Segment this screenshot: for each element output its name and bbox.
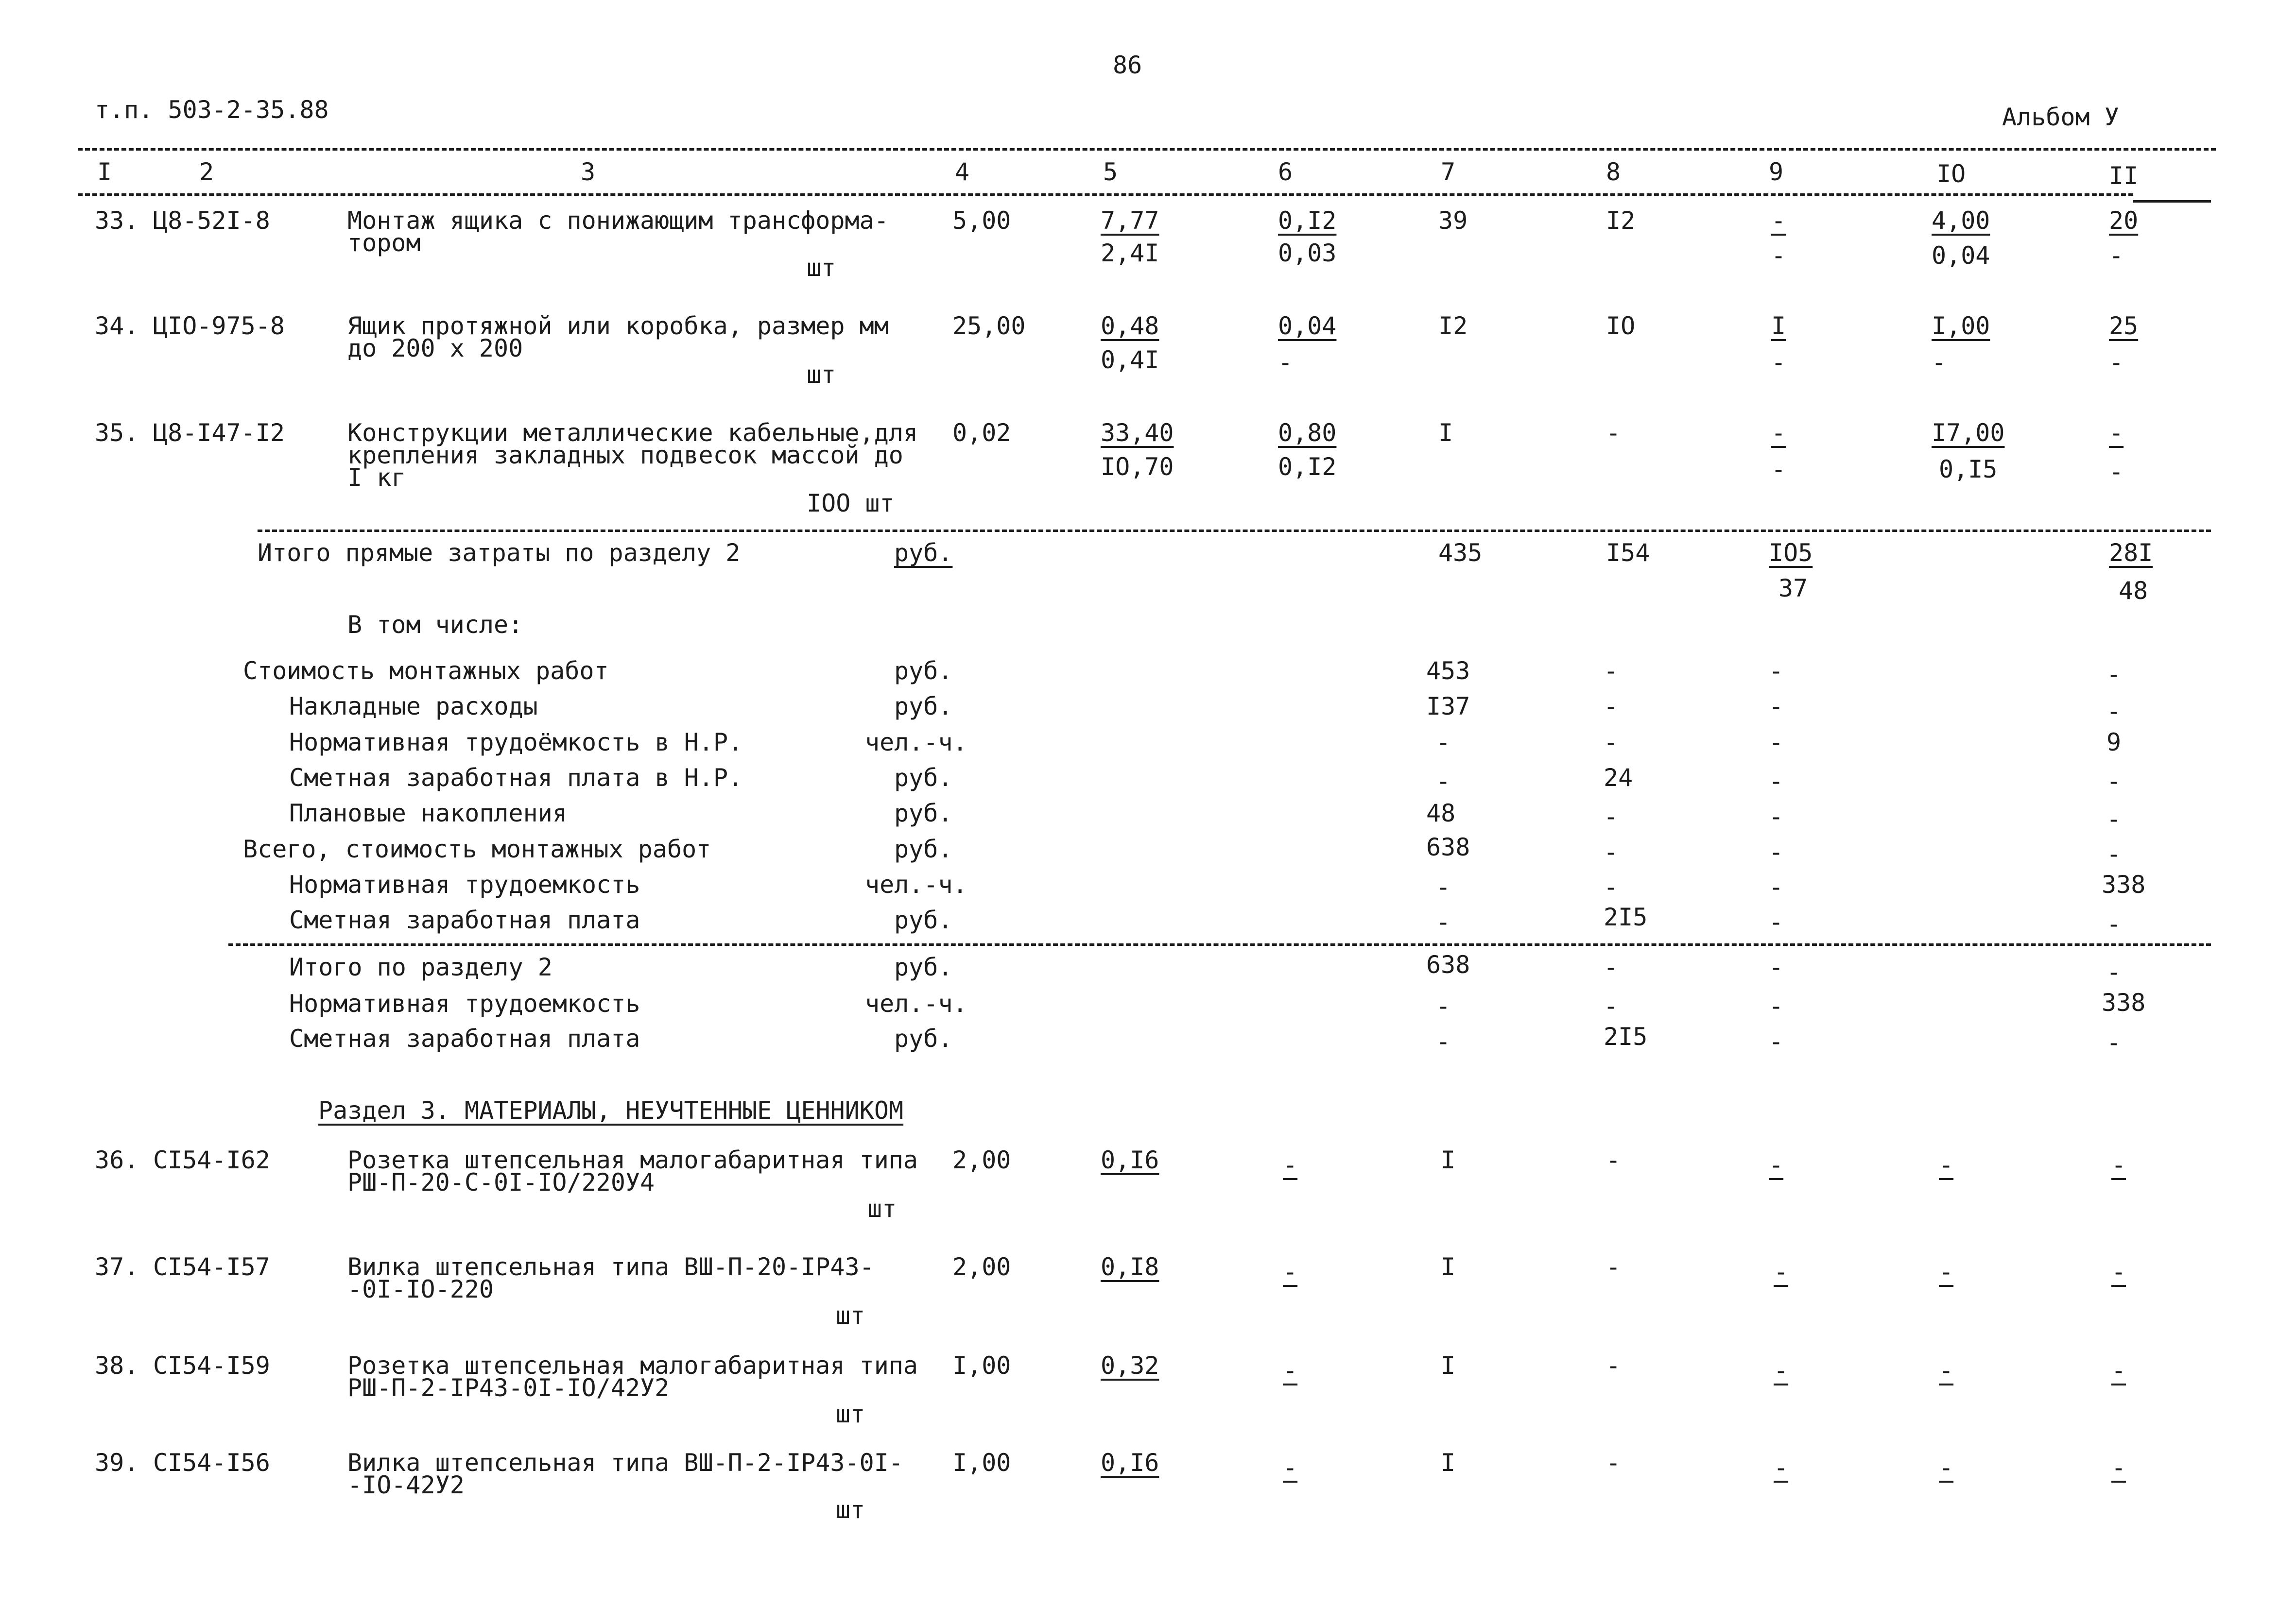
row-col6: -: [1283, 1151, 1298, 1179]
row-number: 35.: [95, 419, 139, 447]
summary-col8: -: [1604, 728, 1619, 756]
row-col6: -: [1283, 1356, 1298, 1385]
summary-col11: -: [2106, 910, 2122, 938]
row-number: 37.: [95, 1253, 139, 1281]
row-quantity: 0,02: [952, 419, 1011, 447]
summary-col9: -: [1769, 692, 1784, 720]
row-col6: -: [1283, 1258, 1298, 1286]
section-total-col9: -: [1769, 1027, 1784, 1056]
row-desc-line: РШ-П-2-IP43-0I-IO/42У2: [347, 1374, 670, 1402]
section-total-unit: руб.: [894, 1025, 953, 1053]
row-col6-top: 0,80: [1278, 419, 1337, 447]
row-col6-top: 0,04: [1278, 312, 1337, 340]
total-direct-col7: 435: [1438, 539, 1483, 567]
row-col10-bottom: 0,04: [1932, 241, 1990, 270]
row-unit: шт: [867, 1195, 897, 1223]
row-desc-line: Конструкции металлические кабельные,для: [347, 419, 918, 447]
section-total-col7: 638: [1426, 951, 1470, 979]
section-total-rule: [228, 943, 2211, 946]
row-desc-line: тором: [347, 229, 421, 257]
summary-unit: руб.: [894, 692, 953, 720]
row-col5-top: 0,48: [1101, 312, 1159, 340]
section-total-unit: руб.: [894, 953, 953, 981]
summary-label: Сметная заработная плата: [289, 906, 640, 934]
summary-col11: -: [2106, 697, 2122, 725]
summary-col9: -: [1769, 767, 1784, 795]
summary-unit: чел.-ч.: [865, 871, 967, 899]
row-unit: шт: [807, 360, 836, 389]
row-col10-top: I7,00: [1932, 419, 2005, 447]
row-col11: -: [2111, 1151, 2126, 1179]
total-direct-col9-top: IO5: [1769, 539, 1813, 567]
row-desc-line: Вилка штепсельная типа ВШ-П-2-IP43-0I-: [347, 1449, 903, 1477]
row-col11-top: 20: [2109, 206, 2139, 235]
row-col5-bottom: IO,70: [1101, 453, 1174, 481]
col-header-4: 4: [955, 158, 970, 186]
row-col5-top: 33,40: [1101, 419, 1174, 447]
row-col7: I: [1441, 1146, 1456, 1174]
row-col6-bottom: -: [1278, 348, 1293, 376]
summary-col7: I37: [1426, 692, 1470, 720]
row-desc-line: до 200 х 200: [347, 334, 523, 362]
section-total-col7: -: [1436, 1027, 1451, 1056]
row-unit: IOO шт: [807, 489, 895, 517]
row-col10: -: [1939, 1258, 1954, 1286]
row-col9-top: -: [1771, 419, 1786, 447]
summary-unit: руб.: [894, 906, 953, 934]
section3-title: Раздел 3. МАТЕРИАЛЫ, НЕУЧТЕННЫЕ ЦЕННИКОМ: [318, 1096, 904, 1125]
row-col11-bottom: -: [2109, 348, 2124, 376]
row-number: 34.: [95, 312, 139, 340]
section-total-label: Сметная заработная плата: [289, 1025, 640, 1053]
header-bottom-rule-end: [2133, 200, 2211, 203]
row-col10-top: I,00: [1932, 312, 1990, 340]
row-col9: -: [1774, 1356, 1789, 1385]
col-header-2: 2: [199, 158, 214, 186]
col-header-5: 5: [1103, 158, 1118, 186]
summary-label: Стоимость монтажных работ: [243, 657, 609, 685]
summary-col7: -: [1436, 908, 1451, 936]
row-desc-line: крепления закладных подвесок массой до: [347, 441, 903, 469]
summary-col11: 338: [2102, 871, 2146, 899]
row-desc-line: -IO-42У2: [347, 1471, 465, 1499]
row-desc-line: -0I-IO-220: [347, 1275, 494, 1303]
row-code: Ц8-I47-I2: [153, 419, 285, 447]
summary-col11: -: [2106, 767, 2122, 795]
row-col7: I: [1441, 1253, 1456, 1281]
col-header-8: 8: [1606, 158, 1621, 186]
summary-unit: чел.-ч.: [865, 728, 967, 756]
row-col9-bottom: -: [1771, 348, 1786, 376]
row-desc-line: Вилка штепсельная типа ВШ-П-20-IP43-: [347, 1253, 874, 1281]
col-header-6: 6: [1278, 158, 1293, 186]
row-col6-bottom: 0,I2: [1278, 453, 1337, 481]
section-total-col9: -: [1769, 953, 1784, 981]
row-col7: I: [1441, 1351, 1456, 1380]
row-number: 39.: [95, 1449, 139, 1477]
row-col8: -: [1606, 1253, 1621, 1281]
section-total-label: Нормативная трудоемкость: [289, 990, 640, 1018]
summary-col7: 453: [1426, 657, 1470, 685]
row-col9-top: -: [1771, 206, 1786, 235]
col-header-10: IO: [1936, 160, 1966, 188]
row-col11: -: [2111, 1356, 2126, 1385]
total-direct-unit: руб.: [894, 539, 953, 567]
summary-col9: -: [1769, 803, 1784, 831]
summary-col8: -: [1604, 838, 1619, 866]
summary-col9: -: [1769, 728, 1784, 756]
col-header-11: II: [2109, 162, 2139, 190]
summary-unit: руб.: [894, 835, 953, 863]
summary-col9: -: [1769, 908, 1784, 936]
row-col11-top: -: [2109, 419, 2124, 447]
row-col8: -: [1606, 1449, 1621, 1477]
row-col10-top: 4,00: [1932, 206, 1990, 235]
row-desc-line: Розетка штепсельная малогабаритная типа: [347, 1351, 918, 1380]
row-desc-line: Монтаж ящика с понижающим трансформа-: [347, 206, 889, 235]
section-total-col8: 2I5: [1604, 1023, 1648, 1051]
row-col5-top: 7,77: [1101, 206, 1159, 235]
row-col9: -: [1769, 1151, 1784, 1179]
row-desc-line: Розетка штепсельная малогабаритная типа: [347, 1146, 918, 1174]
row-number: 33.: [95, 206, 139, 235]
section-total-col8: -: [1604, 992, 1619, 1020]
summary-col11: -: [2106, 805, 2122, 833]
summary-label: Сметная заработная плата в Н.Р.: [289, 764, 743, 792]
total-direct-col11-bottom: 48: [2119, 577, 2148, 605]
section-total-unit: чел.-ч.: [865, 990, 967, 1018]
row-col7: I: [1438, 419, 1453, 447]
summary-label: Нормативная трудоёмкость в Н.Р.: [289, 728, 743, 756]
summary-col11: 9: [2106, 728, 2122, 756]
row-col7: I: [1441, 1449, 1456, 1477]
summary-label: Нормативная трудоемкость: [289, 871, 640, 899]
row-code: CI54-I57: [153, 1253, 270, 1281]
total-direct-col9-bottom: 37: [1778, 574, 1808, 602]
row-desc-line: Ящик протяжной или коробка, размер мм: [347, 312, 889, 340]
row-col9: -: [1774, 1258, 1789, 1286]
row-col11-bottom: -: [2109, 458, 2124, 486]
section-total-col8: -: [1604, 953, 1619, 981]
section-total-col11: -: [2106, 958, 2122, 986]
row-col9-top: I: [1771, 312, 1786, 340]
summary-col7: -: [1436, 767, 1451, 795]
col-header-3: 3: [581, 158, 596, 186]
header-top-rule: [78, 148, 2216, 151]
summary-col11: -: [2106, 660, 2122, 688]
row-col5: 0,I8: [1101, 1253, 1159, 1281]
album-label: Альбом У: [2002, 103, 2119, 131]
summary-col9: -: [1769, 838, 1784, 866]
row-col5: 0,32: [1101, 1351, 1159, 1380]
row-unit: шт: [836, 1400, 865, 1428]
row-code: Ц8-52I-8: [153, 206, 270, 235]
summary-col7: 638: [1426, 833, 1470, 861]
section-total-label: Итого по разделу 2: [289, 953, 552, 981]
row-col5: 0,I6: [1101, 1449, 1159, 1477]
row-col11: -: [2111, 1258, 2126, 1286]
row-col8: -: [1606, 1351, 1621, 1380]
total-direct-rule: [258, 530, 2211, 532]
row-quantity: I,00: [952, 1449, 1011, 1477]
total-direct-col11-top: 28I: [2109, 539, 2153, 567]
col-header-7: 7: [1441, 158, 1456, 186]
including-label: В том числе:: [347, 611, 523, 639]
row-col8: -: [1606, 419, 1621, 447]
total-direct-label: Итого прямые затраты по разделу 2: [258, 539, 741, 567]
row-col10: -: [1939, 1151, 1954, 1179]
row-col10: -: [1939, 1356, 1954, 1385]
row-col10-bottom: 0,I5: [1939, 455, 1998, 483]
section-total-col11: -: [2106, 1028, 2122, 1057]
row-col5: 0,I6: [1101, 1146, 1159, 1174]
summary-col7: -: [1436, 873, 1451, 901]
summary-col7: -: [1436, 728, 1451, 756]
row-unit: шт: [836, 1301, 865, 1330]
row-col11-top: 25: [2109, 312, 2139, 340]
row-unit: шт: [807, 254, 836, 282]
section-total-col9: -: [1769, 992, 1784, 1020]
summary-col8: -: [1604, 873, 1619, 901]
row-col10: -: [1939, 1453, 1954, 1482]
page-number: 86: [1113, 51, 1142, 79]
row-col9: -: [1774, 1453, 1789, 1482]
section-total-col7: -: [1436, 992, 1451, 1020]
row-col5-bottom: 0,4I: [1101, 346, 1159, 374]
summary-col8: 24: [1604, 764, 1633, 792]
row-desc-line: I кг: [347, 463, 406, 492]
col-header-9: 9: [1769, 158, 1784, 186]
row-code: CI54-I62: [153, 1146, 270, 1174]
summary-col8: -: [1604, 657, 1619, 685]
row-col7: 39: [1438, 206, 1468, 235]
row-col9-bottom: -: [1771, 241, 1786, 270]
summary-col9: -: [1769, 657, 1784, 685]
row-quantity: 2,00: [952, 1253, 1011, 1281]
doc-code: т.п. 503-2-35.88: [95, 96, 329, 124]
row-code: CI54-I59: [153, 1351, 270, 1380]
summary-unit: руб.: [894, 799, 953, 827]
row-col9-bottom: -: [1771, 455, 1786, 483]
section-total-col11: 338: [2102, 989, 2146, 1017]
row-col8: IO: [1606, 312, 1636, 340]
row-col10-bottom: -: [1932, 348, 1947, 376]
summary-label: Накладные расходы: [289, 692, 538, 720]
row-col11-bottom: -: [2109, 241, 2124, 270]
summary-col8: -: [1604, 692, 1619, 720]
row-col5-bottom: 2,4I: [1101, 239, 1159, 267]
total-direct-col8: I54: [1606, 539, 1650, 567]
row-col8: -: [1606, 1146, 1621, 1174]
summary-label: Плановые накопления: [289, 799, 567, 827]
row-code: ЦIO-975-8: [153, 312, 285, 340]
row-col6: -: [1283, 1453, 1298, 1482]
row-col6-bottom: 0,03: [1278, 239, 1337, 267]
row-col6-top: 0,I2: [1278, 206, 1337, 235]
row-quantity: 2,00: [952, 1146, 1011, 1174]
row-unit: шт: [836, 1496, 865, 1524]
row-quantity: I,00: [952, 1351, 1011, 1380]
summary-col7: 48: [1426, 799, 1456, 827]
row-col8: I2: [1606, 206, 1636, 235]
summary-col9: -: [1769, 873, 1784, 901]
summary-col11: -: [2106, 840, 2122, 868]
row-number: 36.: [95, 1146, 139, 1174]
row-quantity: 25,00: [952, 312, 1026, 340]
header-bottom-rule: [78, 193, 2133, 196]
summary-label: Всего, стоимость монтажных работ: [243, 835, 711, 863]
summary-col8: 2I5: [1604, 903, 1648, 931]
col-header-1: I: [97, 158, 112, 186]
row-code: CI54-I56: [153, 1449, 270, 1477]
summary-unit: руб.: [894, 764, 953, 792]
summary-unit: руб.: [894, 657, 953, 685]
row-desc-line: РШ-П-20-С-0I-IO/220У4: [347, 1168, 655, 1197]
row-col11: -: [2111, 1453, 2126, 1482]
row-quantity: 5,00: [952, 206, 1011, 235]
summary-col8: -: [1604, 803, 1619, 831]
row-number: 38.: [95, 1351, 139, 1380]
row-col7: I2: [1438, 312, 1468, 340]
